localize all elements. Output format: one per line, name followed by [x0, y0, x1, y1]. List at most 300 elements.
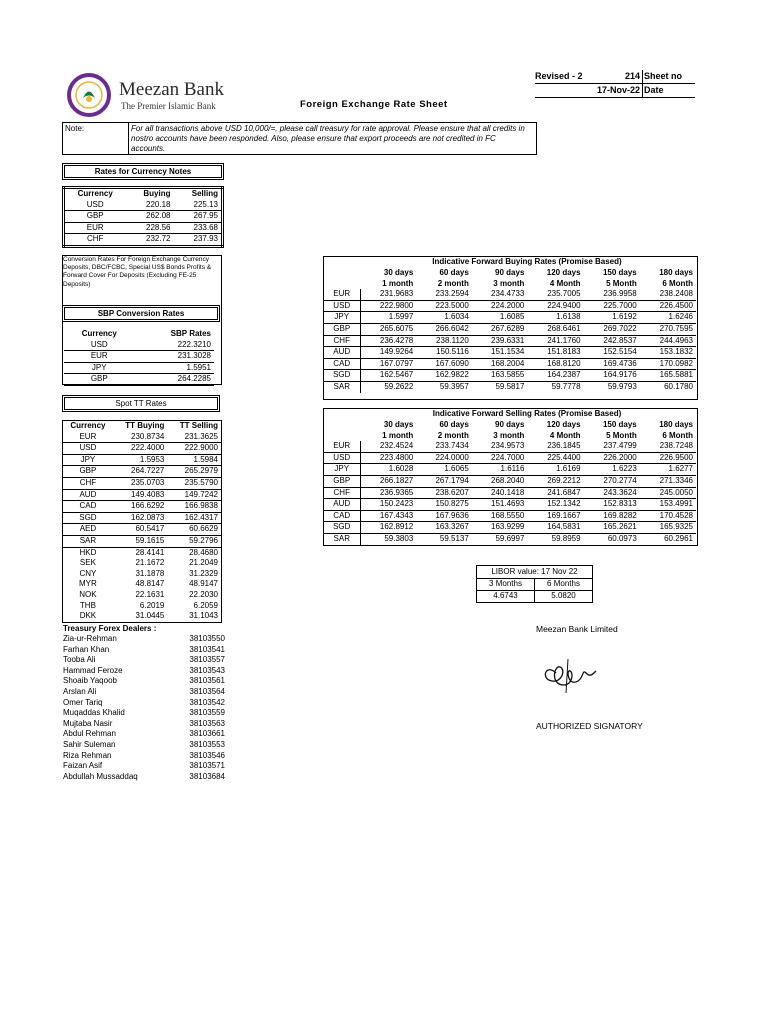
tenor-month-header: 2 month — [437, 430, 469, 440]
rate-cell: 267.6289 — [472, 323, 528, 335]
tenor-days-header: 60 days — [439, 268, 469, 277]
table-row — [324, 452, 696, 464]
rate-cell: 167.0797 — [360, 358, 416, 370]
currency-cell: SGD — [324, 522, 360, 534]
rate-cell: 165.2621 — [584, 522, 640, 534]
rate-cell: 150.2423 — [360, 499, 416, 511]
currency-cell: CHF — [63, 477, 113, 489]
rate-cell: 152.1342 — [527, 499, 583, 511]
table-row — [324, 289, 696, 300]
dealer-name: Shoaib Yaqoob — [63, 676, 117, 686]
list-item — [60, 719, 228, 730]
dealer-phone: 38103564 — [189, 686, 225, 696]
rate-cell: 1.6277 — [640, 464, 696, 476]
col-header: Currency — [77, 189, 113, 198]
rate-cell: 232.4524 — [360, 441, 416, 452]
tenor-month-header: 4 Month — [549, 430, 581, 440]
header-rule-2 — [535, 97, 695, 98]
dealer-phone: 38103561 — [189, 676, 225, 686]
rate-cell: 1.6085 — [472, 312, 528, 324]
table-row — [324, 441, 696, 452]
header-rule-1 — [535, 83, 695, 84]
currency-cell: NOK — [79, 589, 97, 599]
currency-cell: SGD — [63, 512, 113, 524]
table-row — [64, 222, 223, 234]
dealer-name: Tooba Ali — [63, 655, 96, 665]
table-row — [64, 374, 214, 386]
currency-cell: EUR — [64, 351, 135, 363]
rate-cell: 153.4991 — [640, 499, 696, 511]
dealer-phone: 38103546 — [189, 750, 225, 760]
table-row — [324, 370, 696, 382]
list-item — [60, 729, 228, 740]
dealer-name: Muqaddas Khalid — [63, 708, 125, 718]
rate-cell: 239.6331 — [472, 335, 528, 347]
tenor-days-header: 30 days — [383, 420, 414, 429]
dealer-name: Faizan Asif — [63, 761, 103, 771]
table-row — [324, 475, 696, 487]
rate-cell: 59.2622 — [384, 381, 414, 391]
rate-cell: 236.1845 — [527, 441, 583, 452]
list-item — [60, 698, 228, 709]
tenor-days-header: 180 days — [659, 420, 693, 429]
rate-cell: 268.6461 — [527, 323, 583, 335]
table-row — [63, 512, 222, 524]
rate-cell: 59.6997 — [495, 533, 525, 543]
table-row — [63, 524, 222, 536]
signature-scribble-icon — [538, 655, 618, 695]
rate-cell: 1.5997 — [360, 312, 416, 324]
rate-cell: 226.4500 — [640, 300, 696, 312]
rate-cell: 162.5467 — [360, 370, 416, 382]
revised-label: Revised - 2 — [535, 71, 583, 81]
table-row — [64, 362, 214, 374]
currency-cell: GBP — [324, 475, 360, 487]
list-item — [60, 655, 228, 666]
buying-cell: 262.08 — [125, 211, 173, 223]
tenor-month-header: 3 month — [493, 278, 525, 288]
rate-cell: 240.1418 — [472, 487, 528, 499]
rate-cell: 59.7778 — [551, 381, 581, 391]
col-header: SBP Rates — [170, 329, 211, 338]
currency-cell: CHF — [324, 487, 360, 499]
table-row — [63, 535, 222, 547]
note-box — [62, 122, 537, 155]
currency-cell: DKK — [79, 611, 97, 621]
rate-cell: 59.3957 — [439, 381, 469, 391]
rate-cell: 162.9822 — [416, 370, 472, 382]
rate-cell: 59.9793 — [607, 381, 637, 391]
rate-cell: 163.5855 — [472, 370, 528, 382]
dealers-title: Treasury Forex Dealers : — [63, 624, 157, 633]
currency-cell: EUR — [63, 432, 113, 443]
tt-selling-cell: 265.2979 — [167, 466, 221, 478]
dealer-name: Zia-ur-Rehman — [63, 634, 117, 643]
tt-buying-cell: 28.4141 — [135, 547, 165, 557]
tt-buying-cell: 59.1615 — [113, 535, 168, 547]
table-row — [63, 477, 222, 489]
rate-cell: 235.7005 — [527, 289, 583, 300]
rate-cell: 59.5817 — [495, 381, 525, 391]
tenor-days-header: 180 days — [659, 268, 693, 277]
list-item — [60, 740, 228, 751]
table-row — [324, 323, 696, 335]
rate-cell: 243.3624 — [584, 487, 640, 499]
rate-cell: 242.8537 — [584, 335, 640, 347]
libor-value-3m: 4.6743 — [493, 591, 518, 600]
col-header: Selling — [191, 189, 218, 198]
table-row — [63, 466, 222, 478]
rate-cell: 269.2212 — [527, 475, 583, 487]
rate-cell: 151.1534 — [472, 347, 528, 359]
currency-cell: CAD — [324, 358, 360, 370]
bank-tagline: The Premier Islamic Bank — [121, 101, 216, 111]
currency-cell: SAR — [324, 381, 360, 392]
rate-cell: 59.8959 — [551, 533, 581, 543]
rate-cell: 237.4799 — [584, 441, 640, 452]
table-row — [324, 347, 696, 359]
list-item — [60, 666, 228, 677]
list-item — [60, 645, 228, 656]
rate-cell: 167.4343 — [360, 510, 416, 522]
rate-cell: 164.9176 — [584, 370, 640, 382]
dealer-phone: 38103553 — [189, 739, 225, 749]
currency-cell: AUD — [324, 347, 360, 359]
selling-cell: 267.95 — [173, 211, 222, 223]
buying-cell: 220.18 — [125, 200, 173, 211]
currency-cell: SAR — [63, 535, 113, 547]
currency-cell: EUR — [64, 222, 126, 234]
tt-buying-cell: 230.8734 — [113, 432, 168, 443]
currency-cell: GBP — [324, 323, 360, 335]
currency-cell: USD — [64, 200, 126, 211]
tenor-month-header: 1 month — [382, 278, 414, 288]
rate-cell: 170.0982 — [640, 358, 696, 370]
currency-cell: CAD — [324, 510, 360, 522]
rate-cell: 222.3210 — [135, 340, 214, 351]
dealer-name: Riza Rehman — [63, 750, 112, 760]
rate-cell: 151.4693 — [472, 499, 528, 511]
tt-buying-cell: 162.0873 — [113, 512, 168, 524]
list-item — [60, 687, 228, 698]
rate-cell: 264.2285 — [135, 374, 214, 386]
rate-cell: 224.2000 — [472, 300, 528, 312]
date-label: Date — [644, 85, 664, 95]
rate-cell: 167.6090 — [416, 358, 472, 370]
tt-selling-cell: 60.6629 — [167, 524, 221, 536]
tt-buying-cell: 21.1672 — [135, 558, 165, 568]
tt-selling-cell: 22.2030 — [189, 589, 218, 599]
dealer-name: Sahir Suleman — [63, 739, 116, 749]
note-divider — [128, 123, 129, 154]
rate-cell: 270.7595 — [640, 323, 696, 335]
forward-selling-table — [324, 420, 696, 545]
sbp-description: Conversion Rates For Foreign Exchange Currency Deposits, DBC/FCBC, Special US$ Bonds Profits & Forward Cover For Deposits (Excluding FE-25 Deposits) — [63, 256, 212, 288]
rate-cell: 222.9800 — [360, 300, 416, 312]
rate-cell: 245.0050 — [640, 487, 696, 499]
rate-cell: 153.1832 — [640, 347, 696, 359]
table-row — [324, 487, 696, 499]
tenor-days-header: 60 days — [439, 420, 469, 429]
rate-cell: 268.2040 — [472, 475, 528, 487]
list-item — [60, 761, 228, 772]
tt-buying-cell: 222.4000 — [113, 443, 168, 455]
blank-header — [324, 268, 360, 279]
spot-tt-title: Spot TT Rates — [62, 395, 220, 412]
rate-cell: 60.0973 — [607, 533, 637, 543]
tt-selling-cell: 6.2059 — [193, 600, 218, 610]
rate-cell: 169.4736 — [584, 358, 640, 370]
table-row — [324, 522, 696, 534]
tenor-month-header: 6 Month — [662, 430, 693, 440]
table-row — [324, 312, 696, 324]
rate-cell: 236.9958 — [584, 289, 640, 300]
tenor-days-header: 90 days — [495, 268, 525, 277]
tenor-month-header: 6 Month — [662, 278, 693, 288]
currency-cell: JPY — [63, 454, 113, 466]
dealer-phone: 38103543 — [189, 665, 225, 675]
tenor-days-header: 90 days — [495, 420, 525, 429]
tenor-month-header: 5 Month — [606, 430, 637, 440]
table-row — [63, 489, 222, 501]
selling-cell: 237.93 — [173, 234, 222, 247]
table-row — [64, 200, 223, 211]
rate-cell: 150.5116 — [416, 347, 472, 359]
rate-cell: 1.6169 — [527, 464, 583, 476]
rate-cell: 59.3803 — [384, 533, 414, 543]
rate-cell: 223.5000 — [416, 300, 472, 312]
rate-cell: 59.5137 — [439, 533, 469, 543]
currency-notes-table — [62, 186, 224, 248]
table-row — [63, 579, 222, 590]
tt-buying-cell: 264.7227 — [113, 466, 168, 478]
tenor-month-header: 1 month — [382, 430, 414, 440]
rate-cell: 224.7000 — [472, 452, 528, 464]
list-item — [60, 751, 228, 762]
rate-cell: 224.9400 — [527, 300, 583, 312]
dealer-phone: 38103563 — [189, 718, 225, 728]
buying-cell: 228.56 — [125, 222, 173, 234]
forward-buying-table — [324, 268, 696, 393]
dealer-phone: 38103571 — [189, 761, 225, 771]
table-row — [324, 300, 696, 312]
buying-cell: 232.72 — [125, 234, 173, 247]
forward-selling-title: Indicative Forward Selling Rates (Promise Based) — [432, 409, 622, 418]
tenor-days-header: 150 days — [602, 268, 637, 277]
currency-cell: CHF — [64, 234, 126, 247]
rate-cell: 152.5154 — [584, 347, 640, 359]
table-row — [64, 340, 214, 351]
currency-cell: USD — [63, 443, 113, 455]
currency-cell: GBP — [63, 466, 113, 478]
rate-cell: 1.6138 — [527, 312, 583, 324]
table-row — [324, 499, 696, 511]
rate-cell: 266.6042 — [416, 323, 472, 335]
tt-selling-cell: 1.5984 — [167, 454, 221, 466]
sheet-no-value: 214 — [624, 71, 640, 81]
rate-cell: 223.4800 — [360, 452, 416, 464]
rate-cell: 165.9325 — [640, 522, 696, 534]
rate-cell: 150.8275 — [416, 499, 472, 511]
list-item — [60, 634, 228, 645]
rate-cell: 267.1794 — [416, 475, 472, 487]
currency-cell: SAR — [324, 533, 360, 544]
bank-name: Meezan Bank — [119, 79, 224, 100]
tt-buying-cell: 235.0703 — [113, 477, 168, 489]
rate-cell: 60.2961 — [664, 533, 693, 543]
rate-cell: 225.4400 — [527, 452, 583, 464]
rate-cell: 266.1827 — [360, 475, 416, 487]
header-vrule — [642, 70, 643, 97]
tenor-month-header: 4 Month — [549, 278, 581, 288]
currency-cell: USD — [64, 340, 135, 351]
forward-buying-title: Indicative Forward Buying Rates (Promise Based) — [432, 257, 622, 266]
col-header: TT Buying — [125, 421, 165, 430]
col-header: Currency — [70, 421, 106, 430]
currency-cell: JPY — [64, 362, 135, 374]
dealer-phone: 38103559 — [189, 708, 225, 718]
dealer-name: Abdul Rehman — [63, 729, 116, 739]
rate-cell: 241.1760 — [527, 335, 583, 347]
rate-cell: 244.4963 — [640, 335, 696, 347]
tt-selling-cell: 28.4680 — [189, 547, 218, 557]
rate-cell: 224.0000 — [416, 452, 472, 464]
rate-cell: 169.1667 — [527, 510, 583, 522]
tt-selling-cell: 59.2796 — [167, 535, 221, 547]
rate-cell: 163.3267 — [416, 522, 472, 534]
table-row — [63, 454, 222, 466]
libor-title: LIBOR value: 17 Nov 22 — [491, 567, 578, 576]
rate-cell: 165.5881 — [640, 370, 696, 382]
rate-cell: 1.5951 — [135, 362, 214, 374]
rate-cell: 168.5550 — [472, 510, 528, 522]
rate-cell: 226.2000 — [584, 452, 640, 464]
selling-cell: 225.13 — [173, 200, 222, 211]
rate-cell: 241.6847 — [527, 487, 583, 499]
tt-buying-cell: 166.6292 — [113, 501, 168, 513]
rate-cell: 233.7434 — [416, 441, 472, 452]
tt-buying-cell: 31.1878 — [135, 568, 165, 578]
rate-cell: 1.6116 — [472, 464, 528, 476]
rate-cell: 1.6192 — [584, 312, 640, 324]
rate-cell: 234.9573 — [472, 441, 528, 452]
dealer-name: Farhan Khan — [63, 644, 110, 654]
currency-cell: AUD — [324, 499, 360, 511]
table-row — [63, 501, 222, 513]
table-row — [64, 351, 214, 363]
table-row — [324, 358, 696, 370]
currency-cell: SGD — [324, 370, 360, 382]
tt-selling-cell: 31.1043 — [189, 611, 218, 621]
rate-cell: 233.2594 — [416, 289, 472, 300]
table-row — [63, 558, 222, 569]
tt-selling-cell: 149.7242 — [167, 489, 221, 501]
currency-cell: EUR — [324, 441, 360, 452]
sheet-no-label: Sheet no — [644, 71, 683, 81]
rate-cell: 164.2387 — [527, 370, 583, 382]
col-header: Buying — [143, 189, 171, 198]
rate-cell: 234.4733 — [472, 289, 528, 300]
rate-cell: 226.9500 — [640, 452, 696, 464]
dealer-name: Arslan Ali — [63, 686, 97, 696]
rate-cell: 164.5831 — [527, 522, 583, 534]
currency-cell: HKD — [79, 547, 97, 557]
tt-buying-cell: 31.0445 — [135, 611, 165, 621]
rate-cell: 270.2774 — [584, 475, 640, 487]
currency-cell: GBP — [64, 211, 126, 223]
rate-cell: 238.1120 — [416, 335, 472, 347]
rate-cell: 151.8183 — [527, 347, 583, 359]
libor-header-3m: 3 Months — [489, 579, 522, 588]
dealer-name: Mujtaba Nasir — [63, 718, 113, 728]
sheet-title: Foreign Exchange Rate Sheet — [300, 99, 448, 110]
currency-cell: SEK — [79, 558, 96, 568]
currency-cell: AED — [63, 524, 113, 536]
table-row — [64, 234, 223, 247]
signature-company: Meezan Bank Limited — [536, 624, 618, 634]
sbp-title: SBP Conversion Rates — [62, 305, 220, 322]
dealer-name: Omer Tariq — [63, 697, 103, 707]
currency-cell: CNY — [79, 568, 97, 578]
tt-buying-cell: 22.1631 — [135, 589, 165, 599]
table-row — [324, 335, 696, 347]
dealer-phone: 38103661 — [189, 729, 225, 739]
tt-buying-cell: 48.8147 — [135, 579, 165, 589]
rate-cell: 1.6028 — [360, 464, 416, 476]
selling-cell: 233.68 — [173, 222, 222, 234]
col-header: TT Selling — [179, 421, 218, 430]
table-row — [324, 510, 696, 522]
currency-cell: USD — [324, 452, 360, 464]
dealers-table — [60, 634, 228, 782]
dealer-name: Hammad Feroze — [63, 665, 123, 675]
tenor-days-header: 30 days — [383, 268, 414, 277]
list-item — [60, 772, 228, 783]
tt-selling-cell: 222.9000 — [167, 443, 221, 455]
col-header: Currency — [81, 329, 117, 338]
currency-cell: GBP — [64, 374, 135, 386]
list-item — [60, 676, 228, 687]
sbp-table — [64, 329, 214, 386]
tt-buying-cell: 6.2019 — [139, 600, 165, 610]
tenor-month-header: 3 month — [493, 430, 525, 440]
rate-cell: 162.8912 — [360, 522, 416, 534]
rate-cell: 60.1780 — [664, 381, 693, 391]
tenor-days-header: 120 days — [546, 420, 581, 429]
rate-cell: 170.4528 — [640, 510, 696, 522]
rate-cell: 1.6065 — [416, 464, 472, 476]
rate-cell: 238.2408 — [640, 289, 696, 300]
tt-selling-cell: 48.9147 — [189, 579, 218, 589]
table-row — [63, 432, 222, 443]
signature-image — [538, 655, 618, 695]
note-text: For all transactions above USD 10,000/=, please call treasury for rate approval. Please ensure that all credits in nostro accounts have been responded. Also, please ensure that export proceeds are not credited in FC accounts. — [131, 124, 525, 153]
currency-cell: EUR — [324, 289, 360, 300]
currency-cell: THB — [79, 600, 96, 610]
rate-cell: 163.9299 — [472, 522, 528, 534]
table-row — [63, 611, 222, 622]
tt-selling-cell: 166.9838 — [167, 501, 221, 513]
dealer-phone: 38103542 — [189, 697, 225, 707]
dealer-name: Abdullah Mussaddaq — [63, 771, 138, 781]
date-value: 17-Nov-22 — [596, 85, 640, 95]
rate-cell: 236.9365 — [360, 487, 416, 499]
note-label: Note: — [65, 124, 85, 133]
currency-cell: CHF — [324, 335, 360, 347]
tt-buying-cell: 1.5953 — [113, 454, 168, 466]
rate-cell: 167.9636 — [416, 510, 472, 522]
dealer-phone: 38103550 — [189, 634, 225, 643]
